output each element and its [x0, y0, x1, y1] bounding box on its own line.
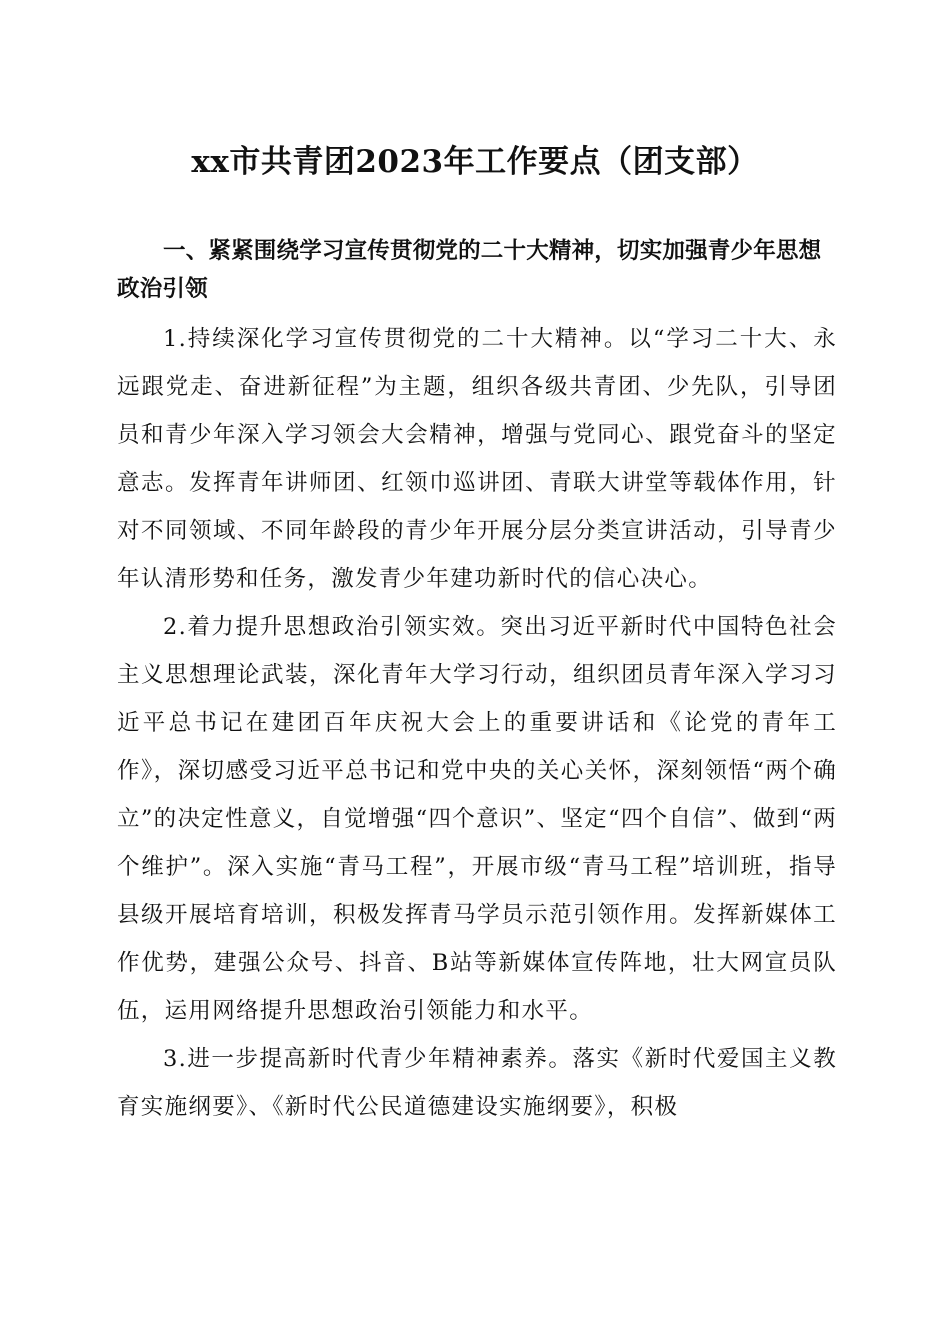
document-title: xx市共青团2023年工作要点（团支部）: [191, 144, 759, 180]
paragraph-1: 1.持续深化学习宣传贯彻党的二十大精神。以“学习二十大、永远跟党走、奋进新征程”为主题，组织各级共青团、少先队，引导团员和青少年深入学习领会大会精神，增强与党同心、跟党奋斗的坚定意志。发挥青年讲师团、红领巾巡讲团、青联大讲堂等载体作用，针对不同领域、不同年龄段的青少年开展分层分类宣讲活动，引导青少年认清形势和任务，激发青少年建功新时代的信心决心。: [117, 326, 837, 592]
paragraph-2: 2.着力提升思想政治引领实效。突出习近平新时代中国特色社会主义思想理论武装，深化青年大学习行动，组织团员青年深入学习习近平总书记在建团百年庆祝大会上的重要讲话和《论党的青年工作》，深切感受习近平总书记和党中央的关心关怀，深刻领悟“两个确立”的决定性意义，自觉增强“四个意识”、坚定“四个自信”、做到“两个维护”。深入实施“青马工程”，开展市级“青马工程”培训班，指导县级开展培育培训，积极发挥青马学员示范引领作用。发挥新媒体工作优势，建强公众号、抖音、B站等新媒体宣传阵地，壮大网宣员队伍，运用网络提升思想政治引领能力和水平。: [117, 614, 837, 1024]
section-heading: 一、紧紧围绕学习宣传贯彻党的二十大精神，切实加强青少年思想政治引领: [117, 238, 822, 302]
document-body: [117, 232, 837, 1131]
paragraph-3: 3.进一步提高新时代青少年精神素养。落实《新时代爱国主义教育实施纲要》、《新时代公民道德建设实施纲要》，积极: [117, 1046, 837, 1120]
